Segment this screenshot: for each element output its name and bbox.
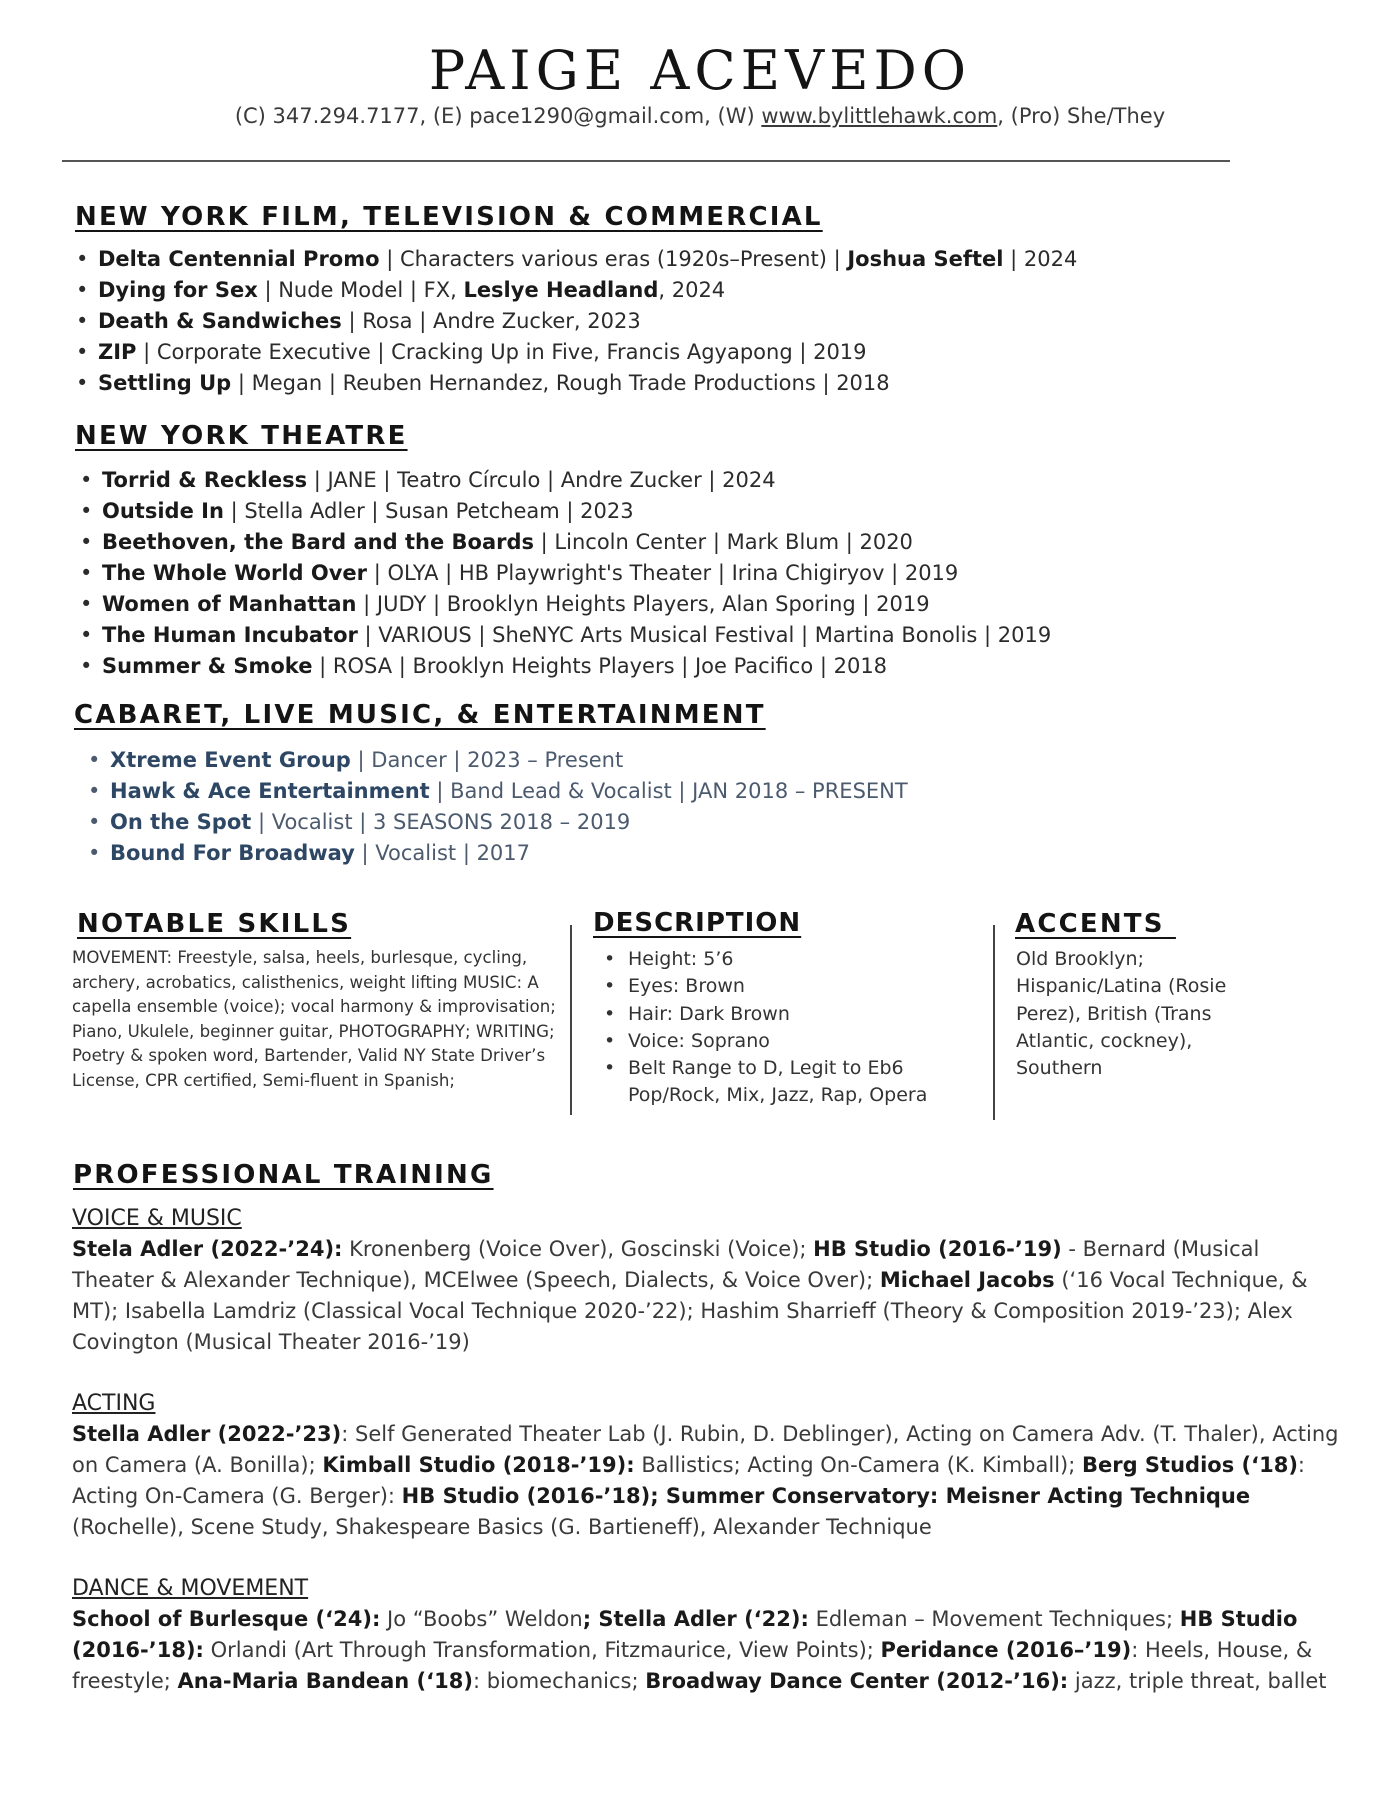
contact-prefix: (C) 347.294.7177, (E) pace1290@gmail.com, (W) — [234, 104, 762, 128]
film-heading: NEW YORK FILM, TELEVISION & COMMERCIAL — [75, 202, 823, 232]
range-styles: Pop/Rock, Mix, Jazz, Rap, Opera — [628, 1084, 928, 1107]
skills-heading: NOTABLE SKILLS — [77, 909, 352, 939]
skills-text: MOVEMENT: Freestyle, salsa, heels, burlesque, cycling, archery, acrobatics, calisthenics, weight lifting MUSIC: A capella ensemble (voice); vocal harmony & improvisation; Piano, Ukulele, beginner guitar, PHOTOGRAPHY; WRITING; Poetry & spoken word, Bartender, Valid NY State Driver’s License, CPR certified, Semi-fluent in Spanish; — [72, 948, 556, 1090]
description-list — [600, 946, 927, 1110]
accents-text: Old Brooklyn; Hispanic/Latina (Rosie Perez), British (Trans Atlantic, cockney), Southern — [1016, 948, 1227, 1080]
theatre-list — [76, 465, 1051, 682]
credit-title: Xtreme Event Group — [110, 748, 351, 772]
training-heading: PROFESSIONAL TRAINING — [73, 1160, 494, 1190]
credit-title: Women of Manhattan — [102, 592, 357, 616]
credit-title: Dying for Sex — [98, 278, 258, 302]
list-item: • Voice: Soprano — [600, 1028, 927, 1055]
list-item: • The Human Incubator | VARIOUS | SheNYC Arts Musical Festival | Martina Bonolis | 2019 — [76, 620, 1051, 651]
voice-paragraph: Stela Adler (2022-’24): Kronenberg (Voice Over), Goscinski (Voice); HB Studio (2016-’19) - Bernard (Musical Theater & Alexander Technique), MCElwee (Speech, Dialects, & Voice Over); Michael Jacobs (‘16 Vocal Technique, & MT); Isabella Lamdriz (Classical Vocal Technique 2020-’22); Hashim Sharrieff (Theory & Composition 2019-’23); Alex Covington (Musical Theater 2016-’19) — [72, 1237, 1308, 1354]
credit-director: Leslye Headland — [463, 278, 659, 302]
list-item: • Bound For Broadway | Vocalist | 2017 — [84, 838, 908, 869]
credit-title: Outside In — [102, 499, 224, 523]
credit-director: Joshua Seftel — [847, 247, 1004, 271]
column-divider — [570, 925, 572, 1115]
list-item: • Beethoven, the Bard and the Boards | Lincoln Center | Mark Blum | 2020 — [76, 527, 1051, 558]
contact-line — [0, 104, 1400, 129]
acting-heading: ACTING — [72, 1391, 156, 1416]
list-item: • Hair: Dark Brown — [600, 1001, 927, 1028]
list-item: • Outside In | Stella Adler | Susan Petcheam | 2023 — [76, 496, 1051, 527]
cabaret-list — [84, 745, 908, 869]
candidate-name: PAIGE ACEVEDO — [428, 39, 972, 102]
credit-title: The Human Incubator — [102, 623, 358, 647]
list-item: • ZIP | Corporate Executive | Cracking Up in Five, Francis Agyapong | 2019 — [72, 337, 1077, 368]
column-divider — [993, 925, 995, 1120]
website-link[interactable]: www.bylittlehawk.com — [761, 104, 998, 128]
list-item: • Women of Manhattan | JUDY | Brooklyn Heights Players, Alan Sporing | 2019 — [76, 589, 1051, 620]
dance-heading: DANCE & MOVEMENT — [72, 1576, 309, 1601]
header-divider — [62, 160, 1230, 162]
voice-heading: VOICE & MUSIC — [72, 1206, 242, 1231]
list-item: • Death & Sandwiches | Rosa | Andre Zucker, 2023 — [72, 306, 1077, 337]
credit-title: Beethoven, the Bard and the Boards — [102, 530, 534, 554]
list-item: • Belt Range to D, Legit to Eb6 Pop/Rock, Mix, Jazz, Rap, Opera — [600, 1055, 927, 1110]
list-item: • Xtreme Event Group | Dancer | 2023 – Present — [84, 745, 908, 776]
credit-title: Torrid & Reckless — [102, 468, 308, 492]
acting-paragraph: Stella Adler (2022-’23): Self Generated Theater Lab (J. Rubin, D. Deblinger), Acting on Camera Adv. (T. Thaler), Acting on Camera (A. Bonilla); Kimball Studio (2018-’19): Ballistics; Acting On-Camera (K. Kimball); Berg Studios (‘18): Acting On-Camera (G. Berger): HB Studio (2016-’18); Summer Conservatory: Meisner Acting Technique (Rochelle), Scene Study, Shakespeare Basics (G. Bartieneff), Alexander Technique — [72, 1422, 1339, 1539]
film-list — [72, 244, 1077, 399]
theatre-heading: NEW YORK THEATRE — [75, 421, 408, 451]
credit-title: Settling Up — [98, 371, 232, 395]
contact-suffix: , (Pro) She/They — [997, 104, 1166, 128]
credit-title: Summer & Smoke — [102, 654, 313, 678]
credit-title: Bound For Broadway — [110, 841, 355, 865]
list-item: • Eyes: Brown — [600, 973, 927, 1000]
credit-title: On the Spot — [110, 810, 252, 834]
list-item: • The Whole World Over | OLYA | HB Playwright's Theater | Irina Chigiryov | 2019 — [76, 558, 1051, 589]
credit-title: The Whole World Over — [102, 561, 368, 585]
description-heading: DESCRIPTION — [593, 908, 802, 938]
list-item: • Dying for Sex | Nude Model | FX, Leslye Headland, 2024 — [72, 275, 1077, 306]
accents-heading: ACCENTS — [1015, 909, 1176, 939]
list-item: • Summer & Smoke | ROSA | Brooklyn Heights Players | Joe Pacifico | 2018 — [76, 651, 1051, 682]
cabaret-heading: CABARET, LIVE MUSIC, & ENTERTAINMENT — [74, 700, 766, 730]
list-item: • Delta Centennial Promo | Characters various eras (1920s–Present) | Joshua Seftel | 2024 — [72, 244, 1077, 275]
list-item: • Settling Up | Megan | Reuben Hernandez, Rough Trade Productions | 2018 — [72, 368, 1077, 399]
list-item: • Hawk & Ace Entertainment | Band Lead & Vocalist | JAN 2018 – PRESENT — [84, 776, 908, 807]
credit-title: Death & Sandwiches — [98, 309, 342, 333]
list-item: • Height: 5’6 — [600, 946, 927, 973]
credit-title: Delta Centennial Promo — [98, 247, 380, 271]
dance-paragraph: School of Burlesque (‘24): Jo “Boobs” Weldon; Stella Adler (‘22): Edleman – Movement Techniques; HB Studio (2016-’18): Orlandi (Art Through Transformation, Fitzmaurice, View Points); Peridance (2016–’19): Heels, House, & freestyle; Ana-Maria Bandean (‘18): biomechanics; Broadway Dance Center (2012-’16): jazz, triple threat, ballet — [72, 1607, 1327, 1693]
list-item: • Torrid & Reckless | JANE | Teatro Círculo | Andre Zucker | 2024 — [76, 465, 1051, 496]
credit-title: ZIP — [98, 340, 137, 364]
list-item: • On the Spot | Vocalist | 3 SEASONS 2018 – 2019 — [84, 807, 908, 838]
credit-title: Hawk & Ace Entertainment — [110, 779, 430, 803]
